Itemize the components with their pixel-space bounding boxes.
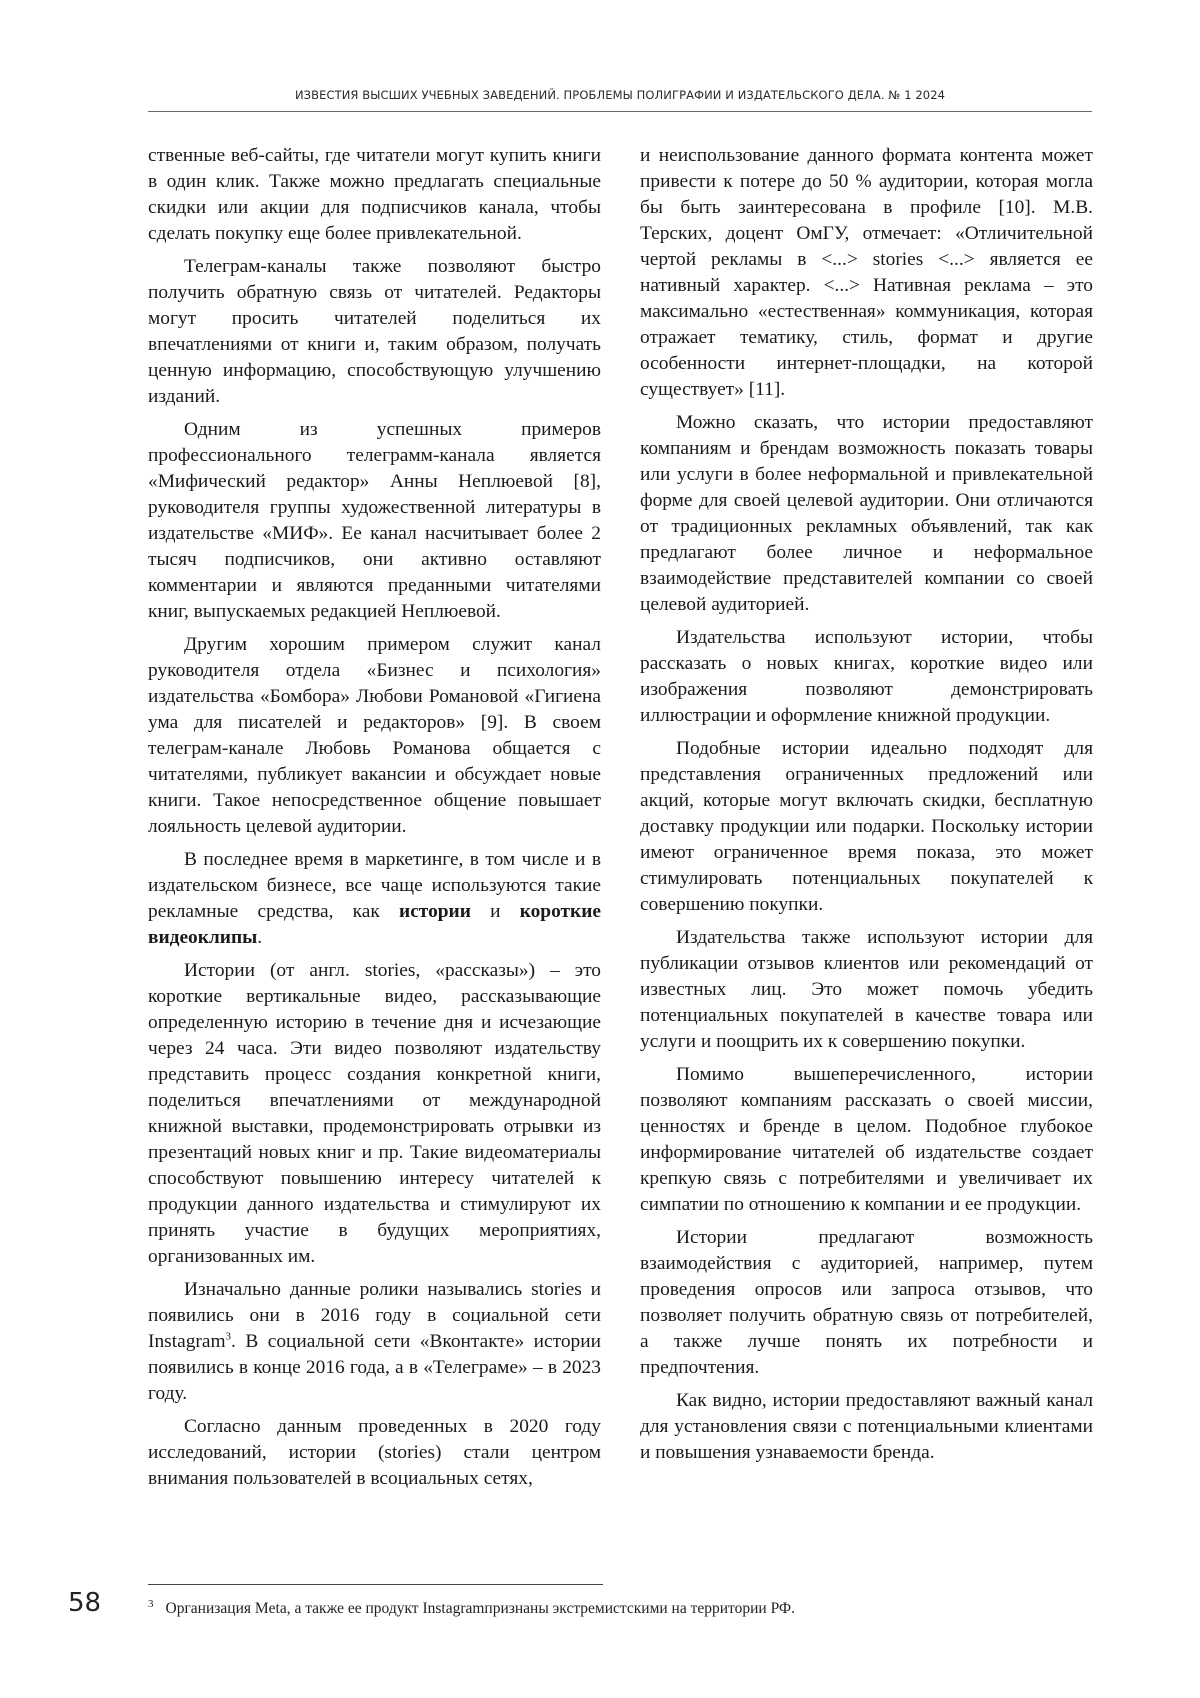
paragraph: Как видно, истории предоставляют важный канал для установления связи с потенциальными клиентами и повышения узнаваемости бренда. [640,1390,1093,1463]
footnote-marker: 3 [148,1598,154,1610]
right-column [640,143,1093,1473]
page-number: 58 [68,1588,102,1618]
paragraph: Подобные истории идеально подходят для представления ограниченных предложений или акций, которые могут включать скидки, бесплатную доставку продукции или подарки. Поскольку истории имеют ограниченное время показа, это может стимулировать потенциальных покупателей к совершению покупки. [640,738,1093,915]
paragraph: Одним из успешных примеров профессионального телеграмм-канала является «Мифический редактор» Анны Неплюевой [8], руководителя группы художественной литературы в издательстве «МИФ». Ее канал насчитывает более 2 тысяч подписчиков, они активно оставляют комментарии и являются преданными читателями книг, выпускаемых редакцией Неплюевой. [148,419,601,622]
text-run: . [257,927,263,948]
paragraph: ственные веб-сайты, где читатели могут купить книги в один клик. Также можно предлагать специальные скидки или акции для подписчиков канала, чтобы сделать покупку еще более привлекательной. [148,145,601,244]
paragraph: Помимо вышеперечисленного, истории позволяют компаниям рассказать о своей миссии, ценностях и бренде в целом. Подобное глубокое информирование читателей об издательстве создает крепкую связь с потребителями и увеличивает их симпатии по отношению к компании и ее продукции. [640,1064,1093,1215]
text-run: В последнее время в маркетинге, в том числе и в издательском бизнесе, все чаще используются такие рекламные средства, как [148,849,601,922]
text-run: Изначально данные ролики назывались stories и появились они в 2016 году в социальной сети Instagram [148,1279,601,1352]
text-run: и [470,901,520,922]
footnote-text: Организация Meta, а также ее продукт Instagramпризнаны экстремистскими на территории РФ. [165,1600,796,1618]
text-run: . В социальной сети «Вконтакте» истории появились в конце 2016 года, а в «Телеграме» – в 2023 году. [148,1331,601,1404]
bold-term-stories: истории [399,901,471,922]
footnote [148,1598,1092,1618]
paragraph: Издательства используют истории, чтобы рассказать о новых книгах, короткие видео или изображения позволяют демонстрировать иллюстрации и оформление книжной продукции. [640,627,1093,726]
paragraph: Другим хорошим примером служит канал руководителя отдела «Бизнес и психология» издательства «Бомбора» Любови Романовой «Гигиена ума для писателей и редакторов» [9]. В своем телеграм-канале Любовь Романова общается с читателями, публикует вакансии и обсуждает новые книги. Такое непосредственное общение повышает лояльность целевой аудитории. [148,634,601,837]
paragraph [148,847,601,951]
journal-header: ИЗВЕСТИЯ ВЫСШИХ УЧЕБНЫХ ЗАВЕДЕНИЙ. ПРОБЛЕМЫ ПОЛИГРАФИИ И ИЗДАТЕЛЬСКОГО ДЕЛА. № 1 2024 [294,88,946,102]
paragraph [148,1277,601,1407]
paragraph: Истории предлагают возможность взаимодействия с аудиторией, например, путем проведения опросов или запроса отзывов, что позволяет получить обратную связь от потребителей, а также лучше понять их потребности и предпочтения. [640,1227,1093,1378]
bold-term-short-videoclips: короткие видеоклипы [148,901,601,948]
footnote-divider [148,1584,603,1585]
paragraph: Издательства также используют истории для публикации отзывов клиентов или рекомендаций от известных лиц. Это может помочь убедить потенциальных покупателей в качестве товара или услуги и поощрить их к совершению покупки. [640,927,1093,1052]
header-divider [148,111,1092,112]
left-column [148,143,601,1499]
paragraph: Можно сказать, что истории предоставляют компаниям и брендам возможность показать товары или услуги в более неформальной и привлекательной форме для своей целевой аудитории. Они отличаются от традиционных рекламных объявлений, так как предлагают более личное и неформальное взаимодействие представителей компании со своей целевой аудиторией. [640,412,1093,615]
paragraph: Истории (от англ. stories, «рассказы») – это короткие вертикальные видео, рассказывающие определенную историю в течение дня и исчезающие через 24 часа. Эти видео позволяют издательству представить процесс создания конкретной книги, поделиться впечатлениями от международной книжной выставки, продемонстрировать отрывки из презентаций новых книг и пр. Такие видеоматериалы способствуют повышению интересу читателей к продукции данного издательства и стимулируют их принять участие в будущих мероприятиях, организованных им. [148,960,601,1267]
paragraph: Телеграм-каналы также позволяют быстро получить обратную связь от читателей. Редакторы могут просить читателей поделиться их впечатлениями от книги и, таким образом, получать ценную информацию, способствующую улучшению изданий. [148,256,601,407]
footnote-reference[interactable]: 3 [225,1330,232,1343]
paragraph: Согласно данным проведенных в 2020 году исследований, истории (stories) стали центром внимания пользователей в всоциальных сетях, [148,1416,601,1489]
paragraph: и неиспользование данного формата контента может привести к потере до 50 % аудитории, которая могла бы быть заинтересована в профиле [10]. М.В. Терских, доцент ОмГУ, отмечает: «Отличительной чертой рекламы в <...> stories <...> является ее нативный характер. <...> Нативная реклама – это максимально «естественная» коммуникация, которая отражает тематику, стиль, формат и другие особенности интернет-площадки, на которой существует» [11]. [640,145,1093,400]
